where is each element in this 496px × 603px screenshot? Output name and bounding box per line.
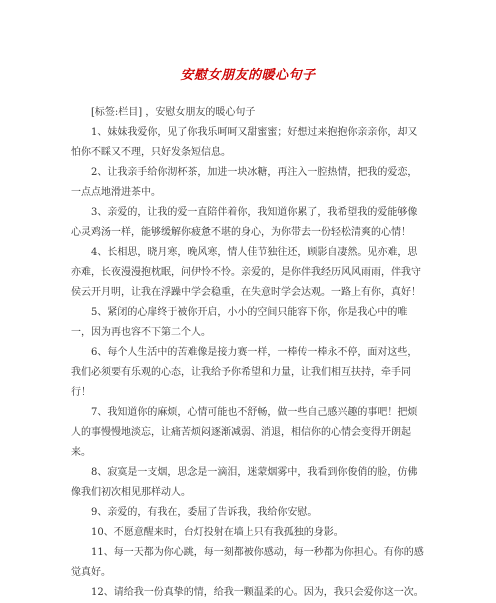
paragraph-3: 3、亲爱的，让我的爱一直陪伴着你，我知道你累了，我希望我的爱能够像心灵鸡汤一样，能够缓解你疲惫不堪的身心，为你带去一份轻松清爽的心情！ xyxy=(71,207,418,238)
tag-line: [标签:栏目] ，安慰女朋友的暖心句子 xyxy=(91,107,256,118)
paragraph-9: 9、亲爱的，有我在，委屈了告诉我，我给你安慰。 xyxy=(91,507,318,518)
paragraph-11: 11、每一天都为你心跳，每一刻都被你感动，每一秒都为你担心。有你的感觉真好。 xyxy=(71,547,424,578)
paragraph-4: 4、长相思，晓月寒，晚风寒，情人佳节独往还，顾影自凄然。见亦难，思亦难，长夜漫漫抱枕眠，问伊怜不怜。亲爱的，是你伴我经历风风雨雨，伴我守侯云开月明，让我在浮躁中学会稳重，在失意时学会达观。一路上有你，真好！ xyxy=(71,247,421,298)
paragraph-10: 10、不愿意醒来时，台灯投射在墙上只有我孤独的身影。 xyxy=(91,527,344,538)
document-title: 安慰女朋友的暖心句子 xyxy=(180,68,316,83)
paragraph-8: 8、寂寞是一支烟，思念是一滴泪，迷蒙烟雾中，我看到你俊俏的脸，仿佛像我们初次相见那样动人。 xyxy=(71,467,418,498)
paragraph-5: 5、紧闭的心扉终于被你开启，小小的空间只能容下你，你是我心中的唯一，因为再也容不下第二个人。 xyxy=(71,307,408,338)
document-body xyxy=(71,103,425,603)
paragraph-7: 7、我知道你的麻烦，心情可能也不舒畅，做一些自己感兴趣的事吧！把烦人的事慢慢地淡忘，让痛苦烦闷逐渐减弱、消退，相信你的心情会变得开朗起来。 xyxy=(71,407,418,458)
paragraph-12: 12、请给我一份真挚的情，给我一颗温柔的心。因为，我只会爱你这一次。 xyxy=(91,587,424,598)
paragraph-1: 1、妹妹我爱你，见了你我乐呵呵又甜蜜蜜；好想过来抱抱你亲亲你，却又怕你不睬又不理，只好发条短信息。 xyxy=(71,127,418,158)
paragraph-2: 2、让我亲手给你沏杯茶，加进一块冰糖，再注入一腔热情，把我的爱恋，一点点地滑进茶中。 xyxy=(71,167,418,198)
paragraph-6: 6、每个人生活中的苦难像是接力赛一样，一棒传一棒永不停，面对这些，我们必须要有乐观的心态，让我给予你希望和力量，让我们相互扶持，牵手同行！ xyxy=(71,347,418,398)
